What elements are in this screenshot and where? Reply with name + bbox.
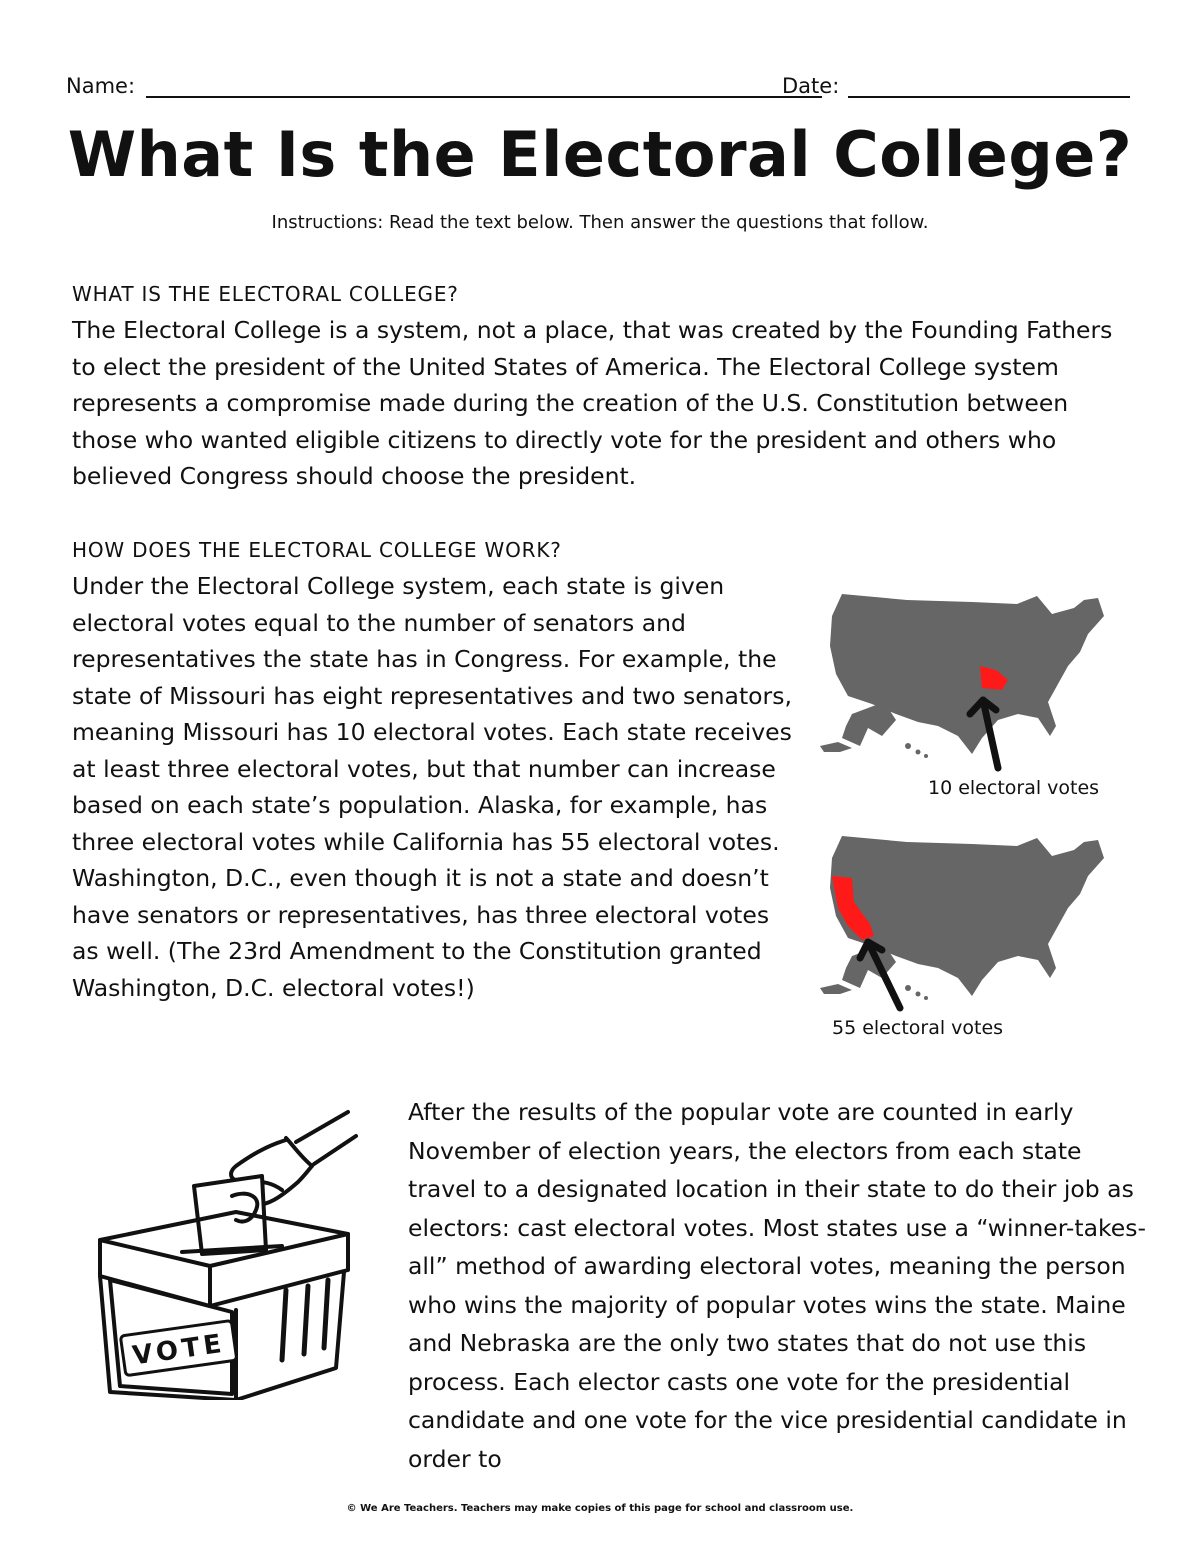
ballot-box-icon — [86, 1100, 376, 1400]
name-date-row — [66, 72, 1130, 102]
us-map-california-highlight — [812, 828, 1112, 1018]
date-field-line[interactable] — [848, 96, 1130, 98]
section-body-how: Under the Electoral College system, each state is given electoral votes equal to the number of senators and representatives the state has in Congress. For example, the state of Missouri has eight representatives and two senators, meaning Missouri has 10 electoral votes. Each state receives at least three electoral votes, but that number can increase based on each state’s population. Alaska, for example, has three electoral votes while California has 55 electoral votes. Washington, D.C., even though it is not a state and doesn’t have senators or representatives, has three electoral votes as well. (The 23rd Amendment to the Constitution granted Washington, D.C. electoral votes!) — [72, 572, 792, 1002]
section-body-what: The Electoral College is a system, not a place, that was created by the Founding Fathers to elect the president of the United States of America. The Electoral College system represents a compromise made during the creation of the U.S. Constitution between those who wanted eligible citizens to directly vote for the president and others who believed Congress should choose the president. — [72, 316, 1113, 490]
us-map-silhouette — [820, 594, 1104, 758]
section-body-voting: After the results of the popular vote are counted in early November of election years, the electors from each state travel to a designated location in their state to do their job as electors: cast electoral votes. Most states use a “winner-takes-all” method of awarding electoral votes, meaning the person who wins the majority of popular votes wins the state. Maine and Nebraska are the only two states that do not use this process. Each elector casts one vote for the presidential candidate and one vote for the vice presidential candidate in order to — [408, 1098, 1146, 1473]
section-heading-what: WHAT IS THE ELECTORAL COLLEGE? — [72, 282, 459, 306]
ballot-box-label: VOTE — [130, 1328, 228, 1372]
copyright-footer: © We Are Teachers. Teachers may make copies of this page for school and classroom use. — [346, 1503, 854, 1514]
date-label: Date: — [782, 74, 840, 98]
section-heading-how: HOW DOES THE ELECTORAL COLLEGE WORK? — [72, 538, 562, 562]
page-title: What Is the Electoral College? — [67, 118, 1133, 191]
instructions-text: Instructions: Read the text below. Then answer the questions that follow. — [271, 212, 929, 233]
map-caption-missouri: 10 electoral votes — [928, 777, 1100, 799]
map-caption-california: 55 electoral votes — [832, 1017, 1004, 1039]
name-label: Name: — [66, 74, 136, 98]
us-map-missouri-highlight — [812, 586, 1112, 776]
name-field-line[interactable] — [146, 96, 822, 98]
